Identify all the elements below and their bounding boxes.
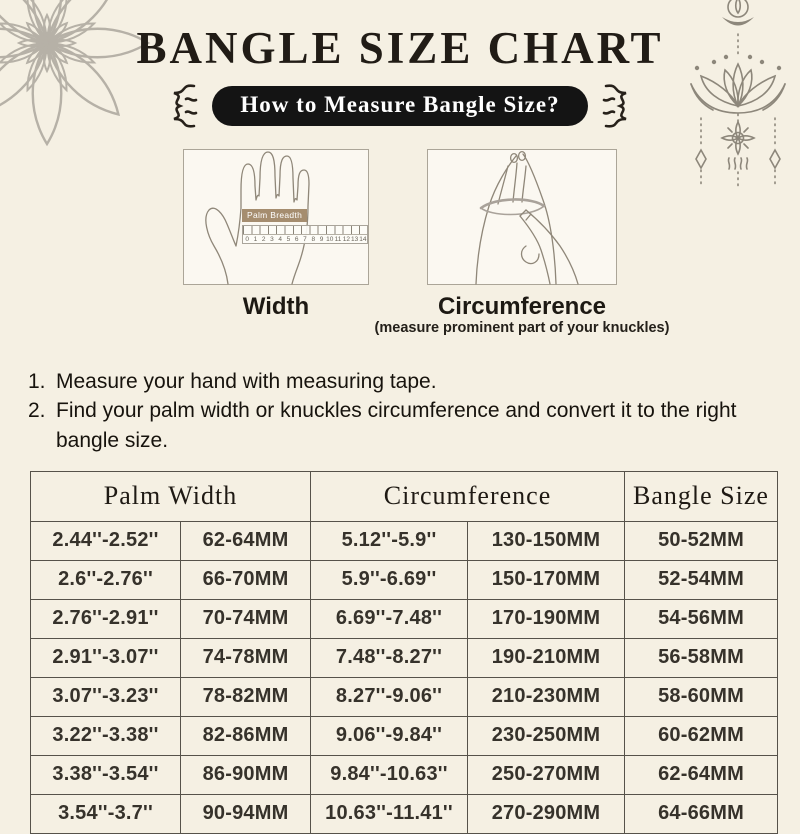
table-cell: 270-290MM <box>468 794 625 833</box>
ruler-numbers <box>243 235 367 244</box>
size-table-body <box>31 521 778 833</box>
ruler-number: 8 <box>311 235 316 243</box>
ruler-number: 6 <box>294 235 299 243</box>
table-cell: 86-90MM <box>181 755 311 794</box>
instruction-text: Measure your hand with measuring tape. <box>56 369 437 393</box>
table-row <box>31 521 778 560</box>
width-caption-label: Width <box>242 292 310 320</box>
table-cell: 82-86MM <box>181 716 311 755</box>
table-cell: 62-64MM <box>625 755 778 794</box>
flourish-left-icon <box>162 83 200 129</box>
table-row <box>31 716 778 755</box>
table-cell: 170-190MM <box>468 599 625 638</box>
table-cell: 5.9''-6.69'' <box>311 560 468 599</box>
table-cell: 6.69''-7.48'' <box>311 599 468 638</box>
captions-row <box>0 292 800 336</box>
table-cell: 7.48''-8.27'' <box>311 638 468 677</box>
table-cell: 150-170MM <box>468 560 625 599</box>
page-title: BANGLE SIZE CHART <box>136 23 664 73</box>
table-cell: 52-54MM <box>625 560 778 599</box>
instruction-step-2 <box>28 396 772 456</box>
ruler-number: 11 <box>334 235 342 243</box>
table-cell: 78-82MM <box>181 677 311 716</box>
table-row <box>31 755 778 794</box>
ruler-number: 13 <box>350 235 359 243</box>
table-cell: 56-58MM <box>625 638 778 677</box>
ruler-number: 7 <box>303 235 307 243</box>
table-cell: 2.6''-2.76'' <box>31 560 181 599</box>
ruler-number: 12 <box>342 235 350 243</box>
table-cell: 54-56MM <box>625 599 778 638</box>
ruler-number: 4 <box>278 235 282 243</box>
width-illustration-box <box>183 149 369 285</box>
subtitle-row <box>0 83 800 129</box>
table-cell: 250-270MM <box>468 755 625 794</box>
table-cell: 190-210MM <box>468 638 625 677</box>
ruler-number: 5 <box>286 235 291 243</box>
table-cell: 74-78MM <box>181 638 311 677</box>
ruler-number: 14 <box>359 235 367 243</box>
table-cell: 60-62MM <box>625 716 778 755</box>
ruler <box>242 225 368 244</box>
table-cell: 5.12''-5.9'' <box>311 521 468 560</box>
circumference-illustration-box <box>427 149 617 285</box>
ruler-number: 10 <box>326 235 334 243</box>
table-cell: 3.07''-3.23'' <box>31 677 181 716</box>
table-cell: 10.63''-11.41'' <box>311 794 468 833</box>
header-bangle-size: Bangle Size <box>625 471 778 521</box>
table-cell: 90-94MM <box>181 794 311 833</box>
table-cell: 130-150MM <box>468 521 625 560</box>
table-cell: 3.22''-3.38'' <box>31 716 181 755</box>
table-cell: 9.84''-10.63'' <box>311 755 468 794</box>
table-cell: 66-70MM <box>181 560 311 599</box>
ruler-ticks <box>243 226 367 235</box>
ruler-number: 2 <box>261 235 266 243</box>
table-cell: 9.06''-9.84'' <box>311 716 468 755</box>
ruler-number: 9 <box>319 235 324 243</box>
table-cell: 70-74MM <box>181 599 311 638</box>
circumference-caption <box>374 292 670 336</box>
how-to-measure-pill: How to Measure Bangle Size? <box>212 86 587 126</box>
table-cell: 3.38''-3.54'' <box>31 755 181 794</box>
table-cell: 58-60MM <box>625 677 778 716</box>
header-circumference: Circumference <box>311 471 625 521</box>
ruler-number: 3 <box>270 235 274 243</box>
table-row <box>31 677 778 716</box>
illustrations-row <box>0 149 800 285</box>
table-cell: 8.27''-9.06'' <box>311 677 468 716</box>
measuring-knuckles-icon <box>428 150 616 284</box>
circumference-caption-label: Circumference <box>437 292 607 320</box>
width-caption <box>183 293 369 321</box>
header-palm-width: Palm Width <box>31 471 311 521</box>
table-row <box>31 560 778 599</box>
palm-breadth-tag: Palm Breadth <box>242 209 307 222</box>
ruler-number: 0 <box>245 235 249 243</box>
instruction-number: 2. <box>28 399 46 423</box>
table-cell: 3.54''-3.7'' <box>31 794 181 833</box>
table-cell: 230-250MM <box>468 716 625 755</box>
flourish-right-icon <box>600 83 638 129</box>
instruction-text: Find your palm width or knuckles circumference and convert it to the right bangle size. <box>56 399 737 453</box>
bangle-size-table <box>30 471 778 834</box>
table-row <box>31 599 778 638</box>
table-row <box>31 794 778 833</box>
instruction-step-1 <box>28 367 772 397</box>
table-cell: 62-64MM <box>181 521 311 560</box>
ruler-number: 1 <box>253 235 258 243</box>
table-header-row <box>31 471 778 521</box>
table-cell: 2.44''-2.52'' <box>31 521 181 560</box>
instructions-list <box>28 367 772 456</box>
table-cell: 50-52MM <box>625 521 778 560</box>
table-cell: 2.91''-3.07'' <box>31 638 181 677</box>
table-cell: 210-230MM <box>468 677 625 716</box>
table-row <box>31 638 778 677</box>
instruction-number: 1. <box>28 369 46 393</box>
circumference-caption-note: (measure prominent part of your knuckles) <box>374 319 670 336</box>
table-cell: 2.76''-2.91'' <box>31 599 181 638</box>
table-cell: 64-66MM <box>625 794 778 833</box>
